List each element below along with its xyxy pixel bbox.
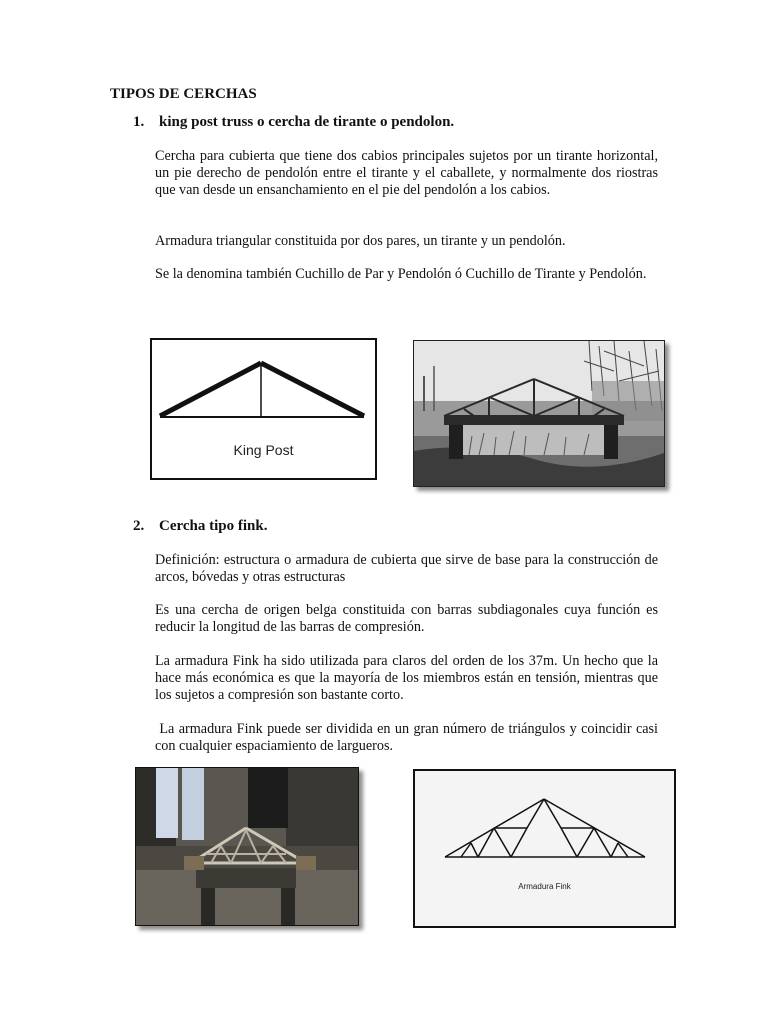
fink-truss-diagram xyxy=(413,769,676,928)
fink-truss-drawing xyxy=(415,771,674,926)
section-2-paragraph-4: La armadura Fink puede ser dividida en un gran número de triángulos y coincidir casi con cualquier espaciamiento de largueros. xyxy=(155,721,662,754)
king-post-diagram xyxy=(150,338,377,480)
section-2-number: 2. xyxy=(133,518,145,534)
section-2-paragraph-1: Definición: estructura o armadura de cubierta que sirve de base para la construcción de arcos, bóvedas y otras estructuras xyxy=(155,552,658,585)
fink-truss-photo xyxy=(135,767,359,926)
section-2-title: Cercha tipo fink. xyxy=(159,518,268,534)
section-1-paragraph-2: Armadura triangular constituida por dos pares, un tirante y un pendolón. xyxy=(155,233,566,249)
section-2-paragraph-3: La armadura Fink ha sido utilizada para claros del orden de los 37m. Un hecho que la hace más económica es que la mayoría de los miembros están en tensión, mientras que los sujetos a compresión son bastante corto. xyxy=(155,653,658,703)
king-post-label: King Post xyxy=(233,442,294,458)
page-title: TIPOS DE CERCHAS xyxy=(110,86,257,102)
fink-truss-photo-image xyxy=(136,768,358,925)
section-1-heading xyxy=(133,114,454,131)
section-2-paragraph-2: Es una cercha de origen belga constituida con barras subdiagonales cuya función es reducir la longitud de las barras de compresión. xyxy=(155,602,658,635)
bridge-photo xyxy=(413,340,665,487)
section-1-title: king post truss o cercha de tirante o pendolon. xyxy=(159,114,455,130)
fink-label: Armadura Fink xyxy=(518,882,571,891)
section-1-number: 1. xyxy=(133,114,145,130)
section-1-paragraph-1: Cercha para cubierta que tiene dos cabios principales sujetos por un tirante horizontal, un pie derecho de pendolón entre el tirante y el caballete, y normalmente dos riostras que van desde un ensanchamiento en el pie del pendolón a los cabios. xyxy=(155,148,658,198)
bridge-photo-image xyxy=(414,341,664,486)
section-2-heading xyxy=(133,518,267,535)
section-1-paragraph-3: Se la denomina también Cuchillo de Par y Pendolón ó Cuchillo de Tirante y Pendolón. xyxy=(155,266,647,282)
